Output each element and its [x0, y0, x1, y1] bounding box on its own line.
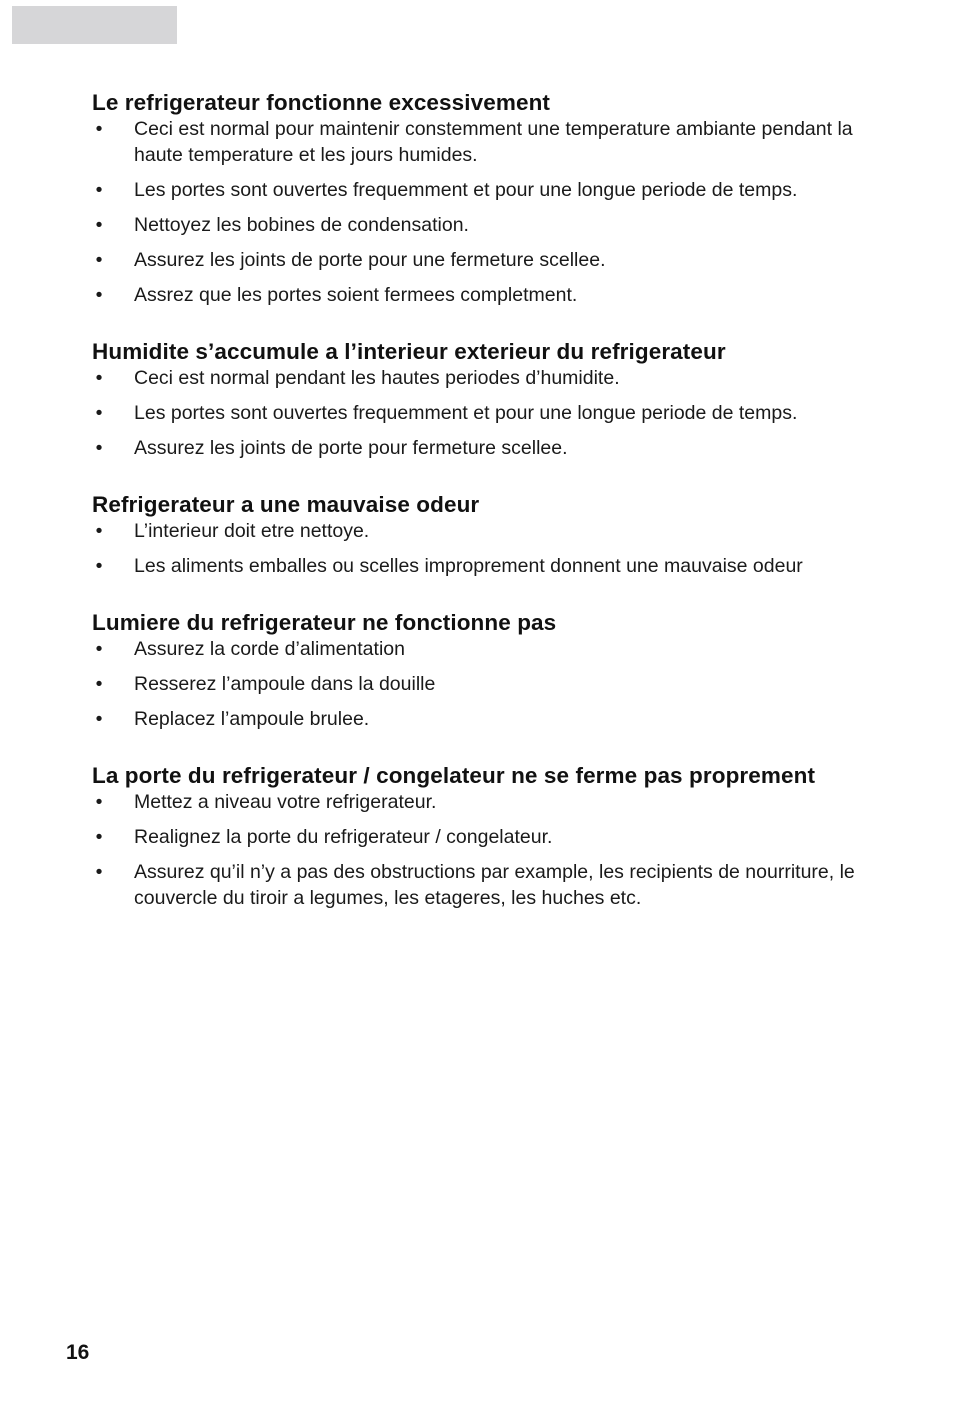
- list-item-text: Nettoyez les bobines de condensation.: [134, 214, 469, 236]
- list-item: [92, 671, 872, 697]
- list-item: [92, 282, 872, 308]
- list-item-text: Assurez la corde d’alimentation: [134, 638, 405, 660]
- bullet-icon: •: [95, 367, 103, 389]
- list-item-text: Mettez a niveau votre refrigerateur.: [134, 791, 437, 813]
- section-humidity: [92, 338, 872, 461]
- bullet-icon: •: [95, 437, 103, 459]
- bullet-icon: •: [95, 673, 103, 695]
- bullet-icon: •: [95, 826, 103, 848]
- bullet-list: [92, 789, 872, 911]
- list-item-text: Les aliments emballes ou scelles improprement donnent une mauvaise odeur: [134, 555, 803, 577]
- list-item: [92, 435, 872, 461]
- bullet-icon: •: [95, 520, 103, 542]
- bullet-icon: •: [95, 249, 103, 271]
- list-item: [92, 553, 872, 579]
- section-bad-odor: [92, 491, 872, 579]
- bullet-icon: •: [95, 708, 103, 730]
- section-excessive-running: [92, 89, 872, 308]
- bullet-icon: •: [95, 118, 103, 140]
- list-item: [92, 518, 872, 544]
- section-title: Humidite s’accumule a l’interieur exterieur du refrigerateur: [92, 339, 726, 364]
- page-number: 16: [66, 1341, 90, 1364]
- list-item-text: Assurez les joints de porte pour fermeture scellee.: [134, 437, 568, 459]
- list-item-text: Assurez qu’il n’y a pas des obstructions par example, les recipients de nourriture, le couvercle du tiroir a legumes, les etageres, les huches etc.: [134, 861, 855, 909]
- bullet-list: [92, 518, 872, 579]
- section-title: Le refrigerateur fonctionne excessivement: [92, 90, 551, 115]
- list-item-text: Assurez les joints de porte pour une fermeture scellee.: [134, 249, 606, 271]
- list-item: [92, 636, 872, 662]
- list-item: [92, 365, 872, 391]
- section-door-not-closing: [92, 762, 872, 911]
- section-title: Lumiere du refrigerateur ne fonctionne pas: [92, 610, 557, 635]
- section-light-not-working: [92, 609, 872, 732]
- bullet-icon: •: [95, 214, 103, 236]
- list-item-text: Resserez l’ampoule dans la douille: [134, 673, 436, 695]
- bullet-list: [92, 116, 872, 308]
- list-item-text: Replacez l’ampoule brulee.: [134, 708, 370, 730]
- list-item: [92, 400, 872, 426]
- list-item-text: Ceci est normal pendant les hautes periodes d’humidite.: [134, 367, 620, 389]
- list-item: [92, 859, 872, 911]
- bullet-list: [92, 365, 872, 461]
- list-item: [92, 212, 872, 238]
- page-corner-tab: [12, 6, 177, 44]
- list-item-text: Assrez que les portes soient fermees completment.: [134, 284, 578, 306]
- bullet-icon: •: [95, 179, 103, 201]
- list-item-text: Ceci est normal pour maintenir constemment une temperature ambiante pendant la haute temperature et les jours humides.: [134, 118, 853, 166]
- list-item-text: L’interieur doit etre nettoye.: [134, 520, 370, 542]
- bullet-icon: •: [95, 861, 103, 883]
- bullet-icon: •: [95, 791, 103, 813]
- bullet-icon: •: [95, 284, 103, 306]
- list-item-text: Les portes sont ouvertes frequemment et pour une longue periode de temps.: [134, 179, 798, 201]
- list-item: [92, 177, 872, 203]
- troubleshooting-content: [92, 89, 872, 941]
- bullet-icon: •: [95, 402, 103, 424]
- section-title: La porte du refrigerateur / congelateur ne se ferme pas proprement: [92, 763, 816, 788]
- bullet-list: [92, 636, 872, 732]
- list-item: [92, 247, 872, 273]
- list-item-text: Les portes sont ouvertes frequemment et pour une longue periode de temps.: [134, 402, 798, 424]
- list-item: [92, 706, 872, 732]
- section-title: Refrigerateur a une mauvaise odeur: [92, 492, 480, 517]
- list-item: [92, 116, 872, 168]
- list-item-text: Realignez la porte du refrigerateur / congelateur.: [134, 826, 553, 848]
- list-item: [92, 824, 872, 850]
- bullet-icon: •: [95, 555, 103, 577]
- list-item: [92, 789, 872, 815]
- bullet-icon: •: [95, 638, 103, 660]
